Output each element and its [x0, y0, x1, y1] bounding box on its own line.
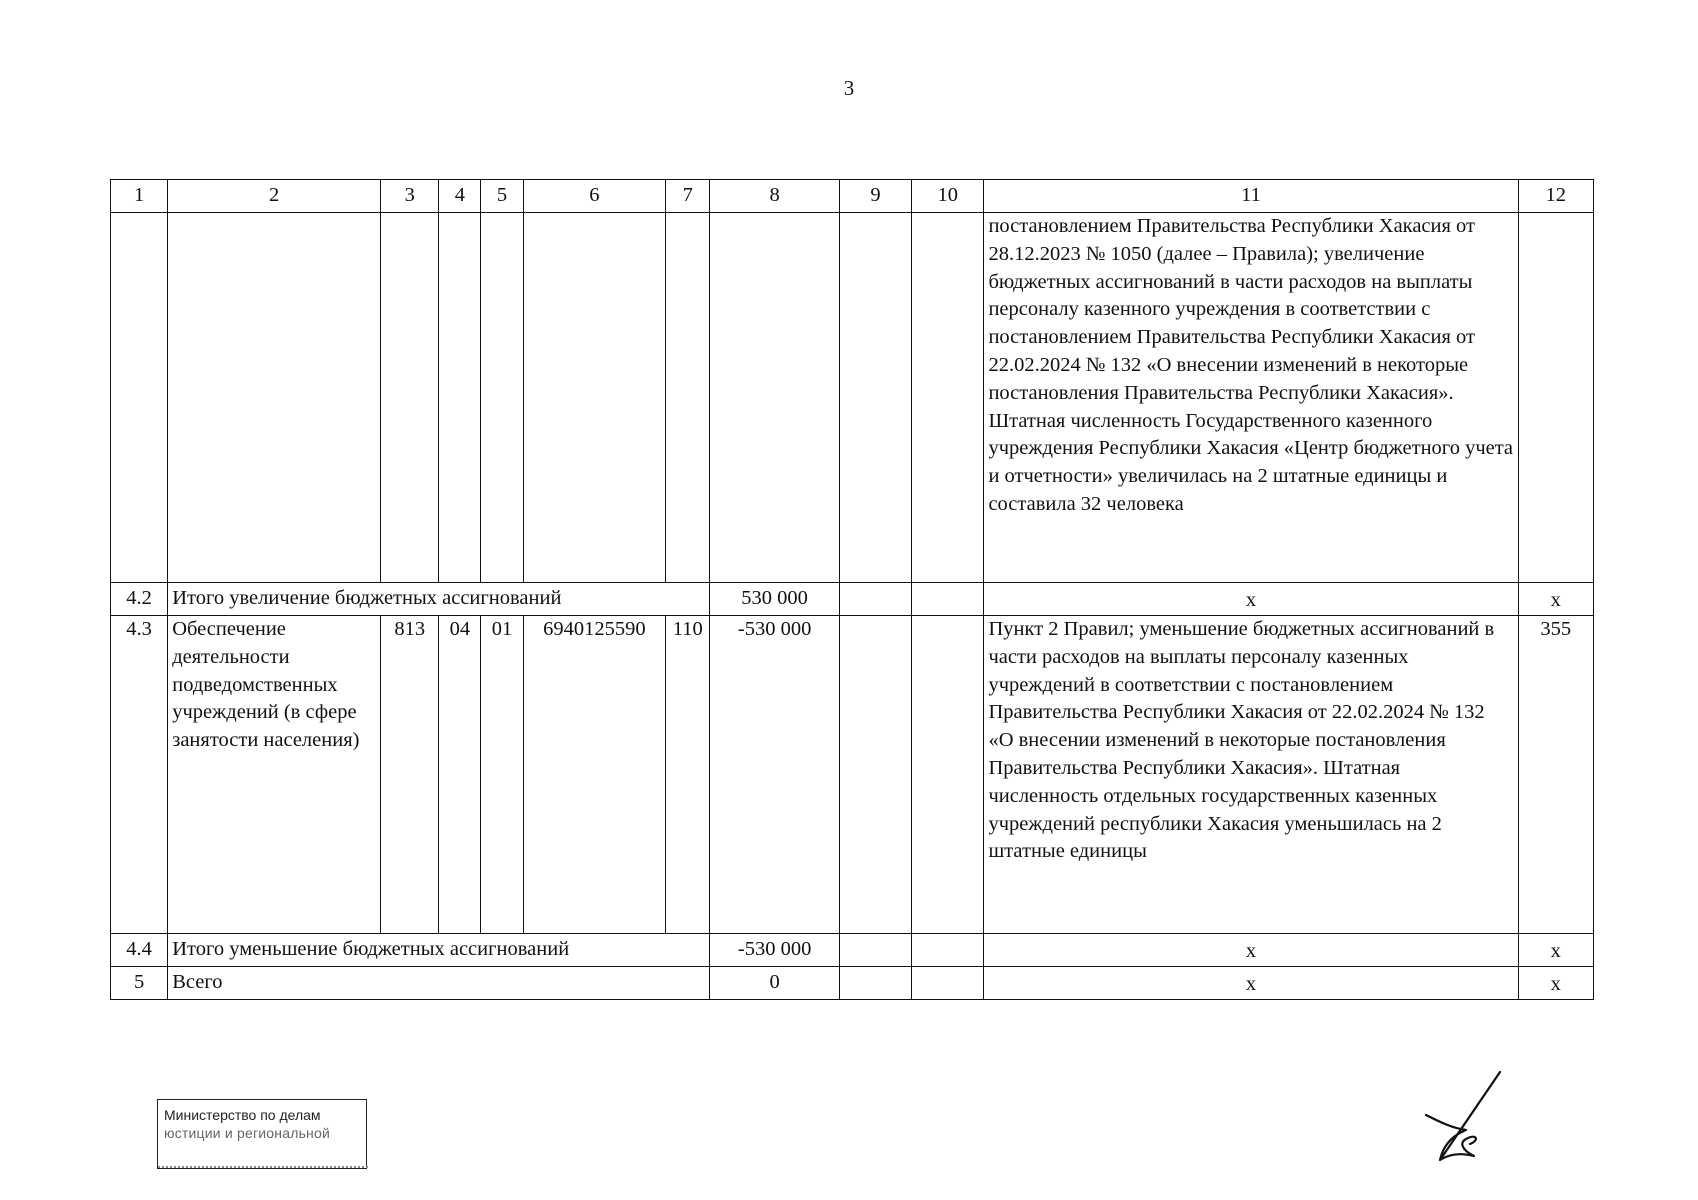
amount-cell: 530 000: [710, 583, 840, 616]
code-cell: 813: [381, 616, 439, 934]
justification-text: постановлением Правительства Республики Хакасия от 28.12.2023 № 1050 (далее – Правила); увеличение бюджетных ассигнований в части расходов на выплаты персоналу казенного учреждения в соответствии с постановлением Правительства Республики Хакасия от 22.02.2024 № 132 «О внесении изменений в некоторые постановления Правительства Республики Хакасия». Штатная численность Государственного казенного учреждения Республики Хакасия «Центр бюджетного учета и отчетности» увеличилась на 2 штатные единицы и составила 32 человека: [984, 213, 1518, 583]
row-label: Итого уменьшение бюджетных ассигнований: [168, 934, 710, 967]
item-name: Обеспечение деятельности подведомственных учреждений (в сфере занятости населения): [168, 616, 381, 934]
row-label: Итого увеличение бюджетных ассигнований: [168, 583, 710, 616]
header-cell: 8: [710, 180, 840, 213]
header-cell: 6: [523, 180, 666, 213]
x-mark: x: [1518, 967, 1593, 1000]
stamp-line-1: Министерство по делам: [164, 1107, 321, 1123]
code-cell: 04: [439, 616, 481, 934]
budget-changes-table: [110, 179, 1594, 1000]
stamp-dotted-line: [158, 1154, 368, 1168]
x-mark: x: [1518, 583, 1593, 616]
table-row-subtotal-decrease: [111, 934, 1594, 967]
ministry-stamp: [157, 1099, 367, 1169]
code-cell: 110: [666, 616, 710, 934]
amount-cell: 0: [710, 967, 840, 1000]
row-number: 4.2: [111, 583, 168, 616]
row-number: 4.3: [111, 616, 168, 934]
header-cell: 9: [839, 180, 911, 213]
header-cell: 3: [381, 180, 439, 213]
table-row-subtotal-increase: [111, 583, 1594, 616]
x-mark: x: [1518, 934, 1593, 967]
header-cell: 5: [481, 180, 523, 213]
x-mark: x: [984, 583, 1518, 616]
stamp-line-2: юстиции и региональной: [164, 1125, 330, 1141]
header-cell: 2: [168, 180, 381, 213]
table-header-row: [111, 180, 1594, 213]
amount-cell: -530 000: [710, 934, 840, 967]
amount-cell: -530 000: [710, 616, 840, 934]
code-cell: 355: [1518, 616, 1593, 934]
row-label: Всего: [168, 967, 710, 1000]
row-number: 4.4: [111, 934, 168, 967]
signature-mark: [1418, 1070, 1508, 1170]
code-cell: 6940125590: [523, 616, 666, 934]
header-cell: 4: [439, 180, 481, 213]
table-row-total: [111, 967, 1594, 1000]
header-cell: 10: [912, 180, 984, 213]
justification-text: Пункт 2 Правил; уменьшение бюджетных ассигнований в части расходов на выплаты персоналу казенных учреждений в соответствии с постановлением Правительства Республики Хакасия от 22.02.2024 № 132 «О внесении изменений в некоторые постановления Правительства Республики Хакасия». Штатная численность отдельных государственных казенных учреждений республики Хакасия уменьшилась на 2 штатные единицы: [984, 616, 1518, 934]
code-cell: 01: [481, 616, 523, 934]
x-mark: x: [984, 934, 1518, 967]
header-cell: 7: [666, 180, 710, 213]
page-number: 3: [843, 76, 855, 100]
header-cell: 11: [984, 180, 1518, 213]
table-row-item: [111, 616, 1594, 934]
x-mark: x: [984, 967, 1518, 1000]
row-number: 5: [111, 967, 168, 1000]
header-cell: 1: [111, 180, 168, 213]
header-cell: 12: [1518, 180, 1593, 213]
table-row-continuation: [111, 213, 1594, 583]
